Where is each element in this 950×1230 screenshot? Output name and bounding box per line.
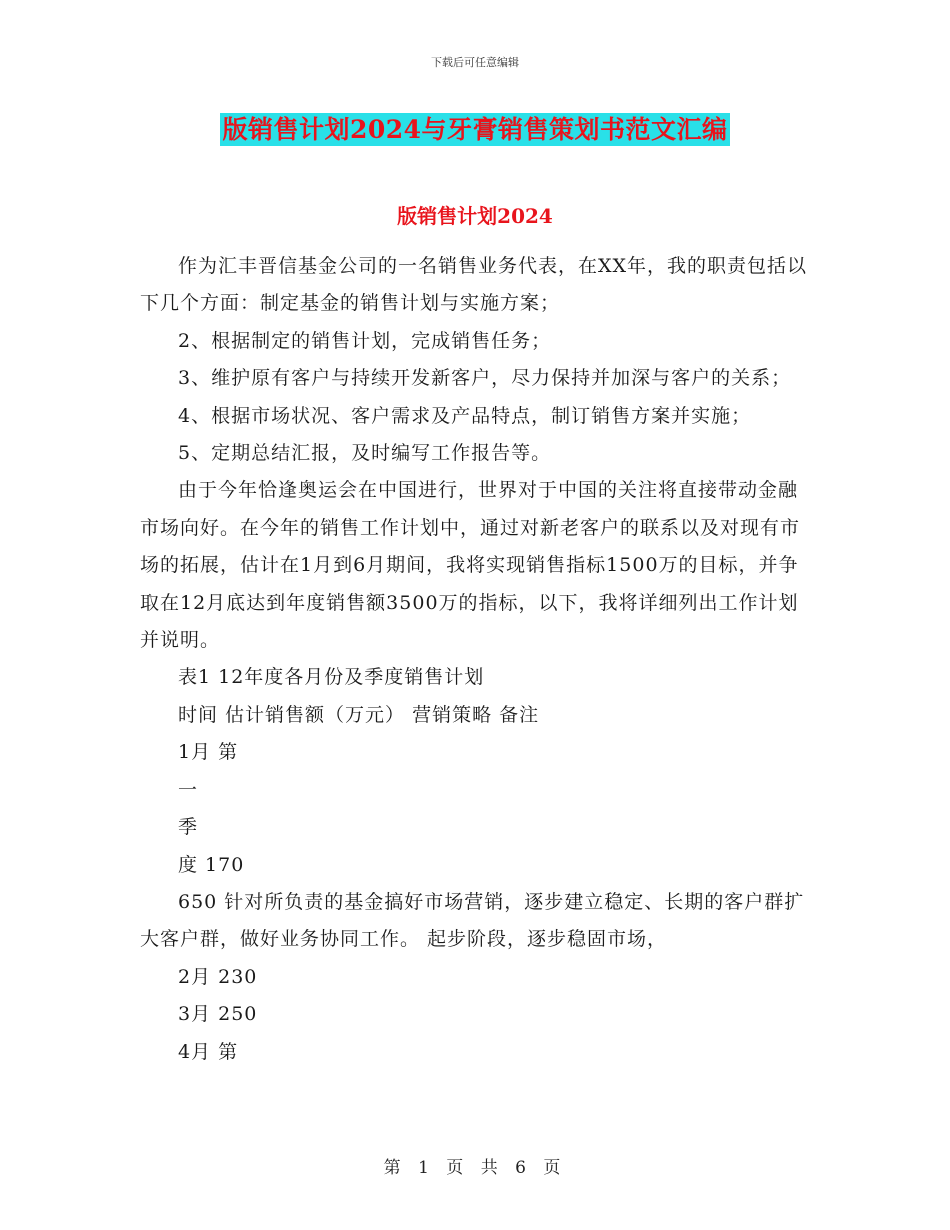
body-content (140, 248, 810, 1071)
table-line: 1月 第 (178, 741, 239, 764)
paragraph: 4、根据市场状况、客户需求及产品特点，制订销售方案并实施； (178, 404, 752, 427)
section-title: 版销售计划2024 (397, 204, 553, 228)
table-header-line: 时间 估计销售额（万元） 营销策略 备注 (178, 703, 540, 726)
table-line: 一 (178, 778, 199, 801)
document-title (0, 110, 950, 146)
table-line: 3月 250 (178, 1003, 258, 1026)
table-line: 季 (178, 816, 199, 839)
table-line: 4月 第 (178, 1040, 239, 1063)
paragraph: 5、定期总结汇报，及时编写工作报告等。 (178, 442, 552, 465)
header-note: 下载后可任意编辑 (431, 56, 519, 69)
table-line: 650 针对所负责的基金搞好市场营销，逐步建立稳定、长期的客户群扩大客户群，做好业务协同工作。 起步阶段，逐步稳固市场， (140, 890, 805, 951)
paragraph: 3、维护原有客户与持续开发新客户，尽力保持并加深与客户的关系； (178, 367, 792, 390)
table-line: 2月 230 (178, 965, 258, 988)
table-caption: 表1 12年度各月份及季度销售计划 (178, 666, 485, 689)
paragraph: 由于今年恰逢奥运会在中国进行，世界对于中国的关注将直接带动金融市场向好。在今年的销售工作计划中，通过对新老客户的联系以及对现有市场的拓展，估计在1月到6月期间，我将实现销售指标1500万的目标，并争取在12月底达到年度销售额3500万的指标，以下，我将详细列出工作计划并说明。 (140, 479, 801, 652)
table-line: 度 170 (178, 853, 245, 876)
paragraph: 2、根据制定的销售计划，完成销售任务； (178, 329, 552, 352)
page-footer: 第 1 页 共 6 页 (383, 1158, 567, 1178)
document-title-text: 版销售计划2024与牙膏销售策划书范文汇编 (222, 115, 728, 144)
paragraph: 作为汇丰晋信基金公司的一名销售业务代表，在XX年，我的职责包括以下几个方面：制定基金的销售计划与实施方案； (140, 255, 808, 315)
